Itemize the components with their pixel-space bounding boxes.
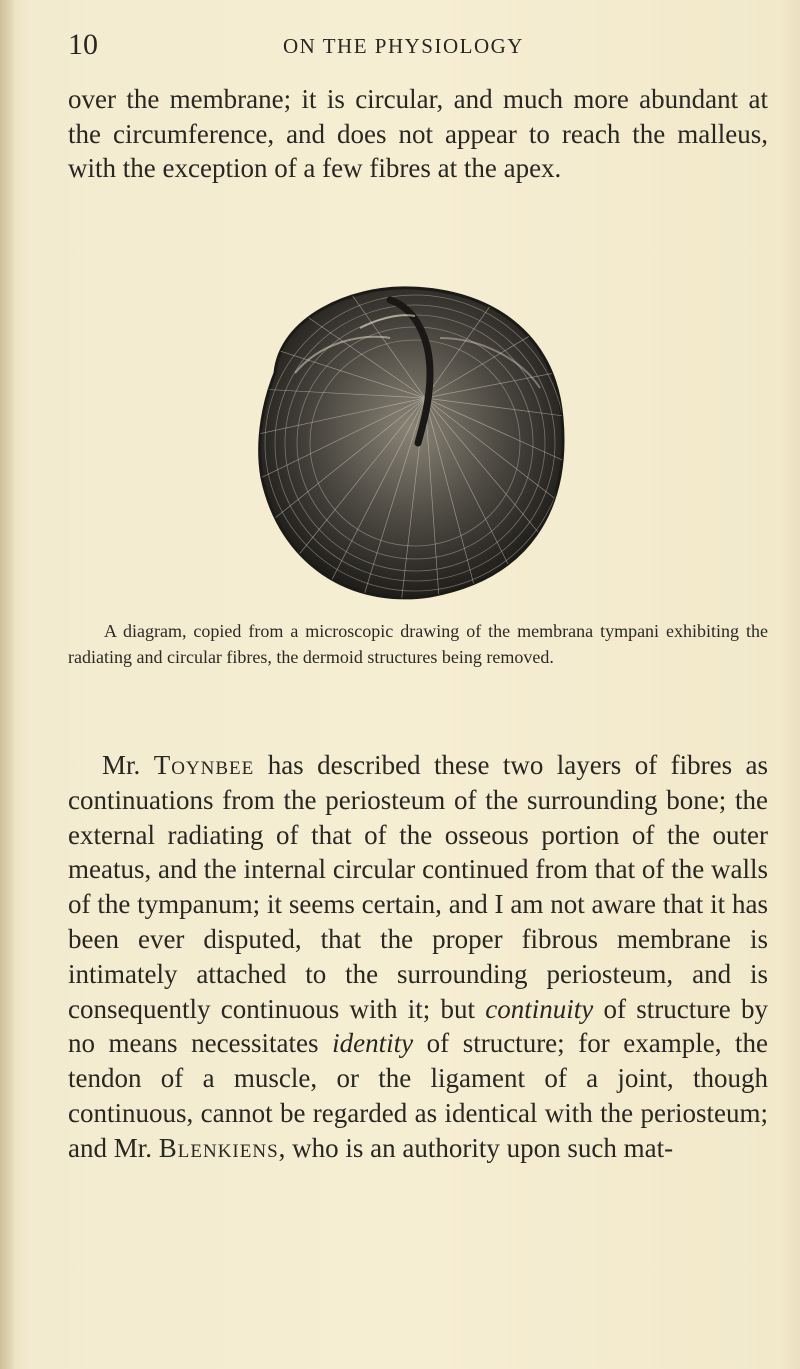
paragraph-toynbee [68, 748, 768, 1166]
running-head: ON THE PHYSIOLOGY [283, 34, 524, 58]
figure-caption: A diagram, copied from a microscopic drawing of the membrana tympani exhibiting the radiating and circular fibres, the dermoid structures being removed. [68, 621, 768, 667]
membrane-drawing [240, 278, 580, 603]
emphasis-continuity: continuity [485, 993, 594, 1024]
para2-segment-4: who is an authority upon such mat- [292, 1132, 674, 1163]
page-spine-edge [0, 0, 14, 1369]
mr-prefix-2: Mr. [113, 1132, 152, 1163]
author-blenkiens: Blenkiens [158, 1132, 279, 1163]
membrana-tympani-illustration [240, 278, 580, 603]
paragraph-intro: over the membrane; it is circular, and much more abundant at the circumference, and does not appear to reach the malleus, with the exception of a few fibres at the apex. [68, 84, 768, 183]
para2-segment-3: of structure; for example, the tendon of a muscle, or the ligament of a joint, though continuous, cannot be regarded as identical with the periosteum; and [68, 1028, 769, 1163]
mr-prefix-1: Mr. [102, 750, 141, 780]
author-toynbee: Toynbee [153, 750, 255, 780]
para2-segment-1: has described these two layers of fibres as continuations from the periosteum of the surrounding bone; the external radiating of that of the osseous portion of the outer meatus, and the internal circular continued from that of the walls of the tympanum; it seems certain, and I am not aware that it has been ever disputed, that the proper fibrous membrane is intimately attached to the surrounding periosteum, and is consequently continuous with it; but [68, 750, 769, 1024]
para2-segment-2: of structure by no means necessitates [68, 993, 769, 1059]
emphasis-identity: identity [332, 1028, 414, 1059]
name-comma: , [278, 1132, 286, 1163]
page-number: 10 [68, 28, 98, 61]
page-header [68, 22, 758, 62]
